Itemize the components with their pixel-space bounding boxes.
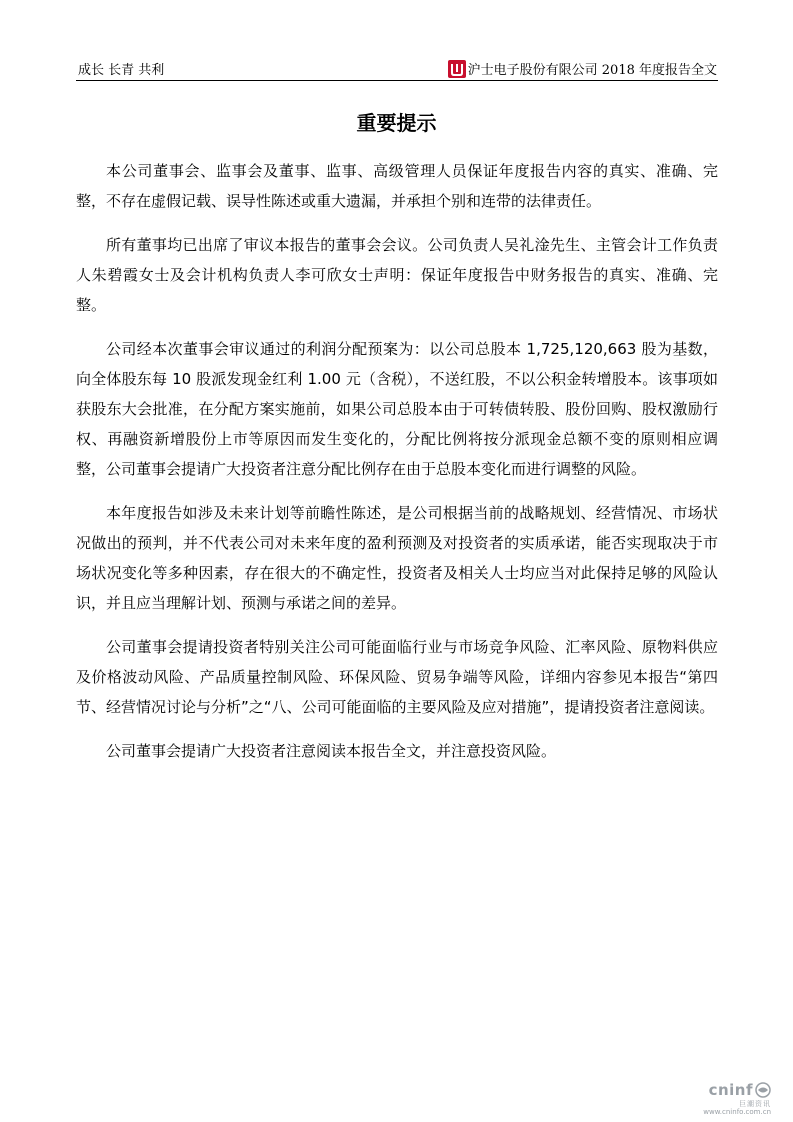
paragraph: 公司董事会提请广大投资者注意阅读本报告全文，并注意投资风险。 bbox=[106, 742, 557, 760]
paragraph: 公司经本次董事会审议通过的利润分配预案为：以公司总股本 1,725,120,663 股为基数，向全体股东每 10 股派发现金红利 1.00 元（含税），不送红股，不以公积金转增股本。该事项如获股东大会批准，在分配方案实施前，如果公司总股本由于可转债转股、股份回购、股权激励行权、再融资新增股份上市等原因而发生变化的，分配比例将按分派现金总额不变的原则相应调整，公司董事会提请广大投资者注意分配比例存在由于总股本变化而进行调整的风险。 bbox=[76, 340, 718, 478]
page-title: 重要提示 bbox=[356, 111, 437, 135]
watermark-url: www.cninfo.com.cn bbox=[703, 1108, 771, 1116]
cninfo-logo-icon bbox=[755, 1082, 771, 1098]
cninfo-watermark bbox=[703, 1081, 771, 1116]
paragraph: 本公司董事会、监事会及董事、监事、高级管理人员保证年度报告内容的真实、准确、完整，不存在虚假记载、误导性陈述或重大遗漏，并承担个别和连带的法律责任。 bbox=[76, 162, 718, 210]
header-company-title bbox=[447, 58, 717, 80]
company-report-title: 沪士电子股份有限公司 2018 年度报告全文 bbox=[467, 63, 717, 78]
header-slogan: 成长 长青 共利 bbox=[78, 63, 165, 78]
company-logo-icon bbox=[447, 58, 467, 80]
paragraph: 公司董事会提请投资者特别关注公司可能面临行业与市场竞争风险、汇率风险、原物料供应及价格波动风险、产品质量控制风险、环保风险、贸易争端等风险，详细内容参见本报告“第四节、经营情况讨论与分析”之“八、公司可能面临的主要风险及应对措施”，提请投资者注意阅读。 bbox=[76, 638, 718, 716]
watermark-brand: cninf bbox=[708, 1081, 753, 1099]
notice-body bbox=[76, 156, 718, 780]
paragraph: 本年度报告如涉及未来计划等前瞻性陈述，是公司根据当前的战略规划、经营情况、市场状况做出的预判，并不代表公司对未来年度的盈利预测及对投资者的实质承诺，能否实现取决于市场状况变化等多种因素，存在很大的不确定性，投资者及相关人士均应当对此保持足够的风险认识，并且应当理解计划、预测与承诺之间的差异。 bbox=[76, 504, 718, 612]
paragraph: 所有董事均已出席了审议本报告的董事会会议。公司负责人吴礼淦先生、主管会计工作负责人朱碧霞女士及会计机构负责人李可欣女士声明：保证年度报告中财务报告的真实、准确、完整。 bbox=[76, 236, 718, 314]
watermark-chinese: 巨潮资讯 bbox=[739, 1100, 771, 1108]
header-divider bbox=[76, 80, 718, 81]
